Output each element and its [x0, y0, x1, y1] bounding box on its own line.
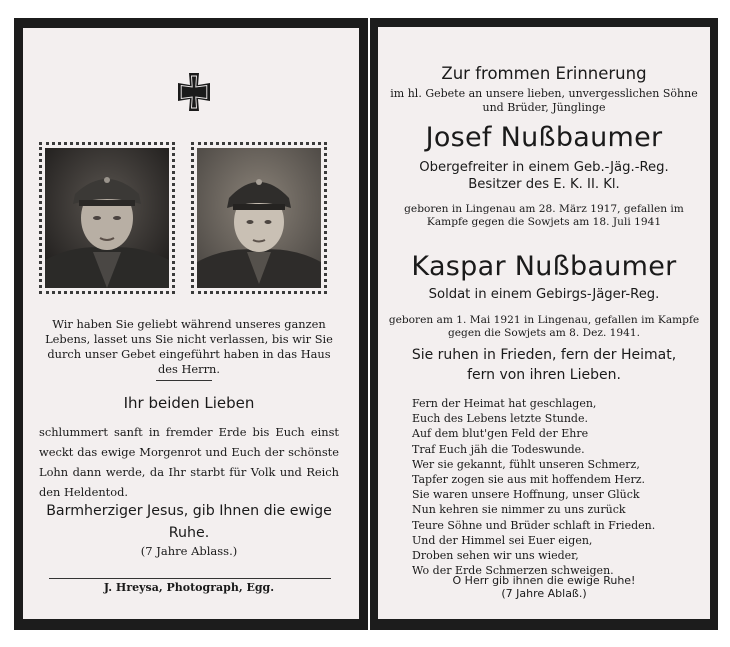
poem-line: Tapfer zogen sie aus mit hoffendem Herz.	[412, 473, 646, 487]
rest-line-1: Sie ruhen in Frieden, fern der Heimat,	[411, 347, 677, 363]
name-kaspar: Kaspar Nußbaumer	[411, 251, 677, 282]
portrait-photo-kaspar	[191, 142, 327, 294]
rank-josef	[384, 159, 704, 193]
poem-line: Wo der Erde Schmerzen schweigen.	[412, 564, 614, 578]
poem-line: Traf Euch jäh die Todeswunde.	[412, 442, 585, 456]
poem-line: Nun kehren sie nimmer zu uns zurück	[412, 503, 626, 517]
memorial-title: Zur frommen Erinnerung	[441, 64, 647, 83]
soldier-portrait-icon	[197, 148, 321, 288]
right-card-panel	[378, 27, 710, 619]
intro-text: Wir haben Sie geliebt während unseres ganzen Lebens, lasset uns Sie nicht verlassen, bis wir Sie durch unser Gebet eingeführt haben in das Haus des Herrn.	[45, 317, 333, 376]
rank-josef-line1: Obergefreiter in einem Geb.-Jäg.-Reg.	[419, 160, 669, 175]
iron-cross-icon	[173, 71, 215, 113]
left-poem: schlummert sanft in fremder Erde bis Euch einst weckt das ewige Morgenrot und Euch der schönste Lohn dann werde, da Ihr starbt für Volk und Reich den Heldentod.	[39, 425, 339, 499]
poem-line: Und der Himmel sei Euer eigen,	[412, 533, 593, 547]
divider	[156, 380, 212, 381]
indulgence-note: (7 Jahre Ablass.)	[140, 544, 238, 558]
left-card-panel	[23, 28, 359, 619]
name-josef: Josef Nußbaumer	[425, 122, 663, 153]
life-kaspar: geboren am 1. Mai 1921 in Lingenau, gefallen im Kampfe gegen die Sowjets am 8. Dez. 1941.	[388, 314, 700, 339]
poem-line: Sie waren unsere Hoffnung, unser Glück	[412, 488, 640, 502]
photographer-credit: J. Hreysa, Photograph, Egg.	[103, 581, 275, 594]
right-poem	[412, 396, 655, 578]
poem-line: Auf dem blut'gen Feld der Ehre	[412, 427, 589, 441]
poem-line: Fern der Heimat hat geschlagen,	[412, 397, 597, 410]
prayer-text: Barmherziger Jesus, gib Ihnen die ewige Ruhe.	[46, 503, 332, 541]
rank-josef-line2: Besitzer des E. K. II. Kl.	[468, 177, 620, 192]
poem-line: Wer sie gekannt, fühlt unseren Schmerz,	[412, 457, 640, 471]
indulgence-note-right: (7 Jahre Ablaß.)	[501, 587, 587, 600]
right-memorial-card	[370, 18, 718, 630]
footer-divider	[49, 578, 331, 579]
poem-line: Teure Söhne und Brüder schlaft in Frieden.	[412, 518, 656, 532]
soldier-portrait-icon	[45, 148, 169, 288]
poem-line: Euch des Lebens letzte Stunde.	[412, 412, 588, 426]
left-memorial-card	[14, 18, 368, 630]
rest-line-2: fern von ihren Lieben.	[467, 367, 621, 383]
rest-in-peace-text	[384, 345, 704, 385]
closing-prayer: O Herr gib ihnen die ewige Ruhe!	[452, 574, 636, 587]
poem-line: Droben sehen wir uns wieder,	[412, 549, 579, 563]
portrait-photo-josef	[39, 142, 175, 294]
rank-kaspar: Soldat in einem Gebirgs-Jäger-Reg.	[428, 287, 660, 302]
dear-heading: Ihr beiden Lieben	[123, 394, 255, 412]
life-josef: geboren in Lingenau am 28. März 1917, gefallen im Kampfe gegen die Sowjets am 18. Juli 1941	[404, 203, 684, 228]
memorial-subtitle: im hl. Gebete an unsere lieben, unvergesslichen Söhne und Brüder, Jünglinge	[390, 87, 698, 114]
